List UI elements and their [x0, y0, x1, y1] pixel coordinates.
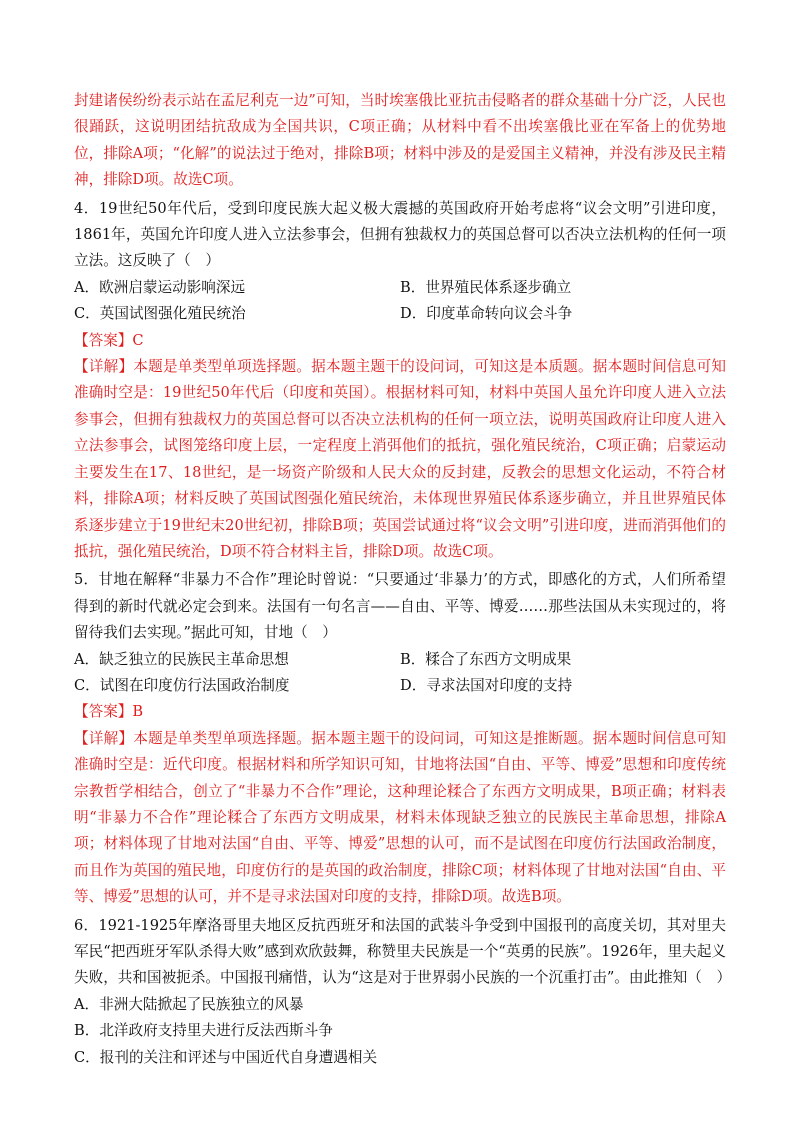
option-b: B．世界殖民体系逐步确立 — [400, 278, 572, 296]
option-b: B．糅合了东西方文明成果 — [400, 650, 572, 668]
question-6 — [74, 913, 732, 1071]
answer-label: 【答案】B — [74, 703, 144, 721]
answer-explanation: 【详解】本题是单类型单项选择题。据本题主题干的设问词，可知这是推断题。据本题时间信息可知准确时空是：近代印度。根据材料和所学知识可知，甘地将法国“自由、平等、博爱”思想和印度传统宗教哲学相结合，创立了“非暴力不合作”理论，这种理论糅合了东西方文明成果，B项正确；材料表明“非暴力不合作”理论糅合了东西方文明成果，材料未体现缺乏独立的民族民主革命思想，排除A项；材料体现了甘地对法国“自由、平等、博爱”思想的认可，而不是试图在印度仿行法国政治制度，而且作为英国的殖民地，印度仿行的是英国的政治制度，排除C项；材料体现了甘地对法国“自由、平等、博爱”思想的认可，并不是寻求法国对印度的支持，排除D项。故选B项。 — [74, 729, 726, 906]
option-c: C．试图在印度仿行法国政治制度 — [74, 676, 290, 694]
option-c: C．报刊的关注和评述与中国近代自身遭遇相关 — [74, 1048, 378, 1066]
intro-explanation: 封建诸侯纷纷表示站在孟尼利克一边”可知，当时埃塞俄比亚抗击侵略者的群众基础十分广泛，人民也很踊跃，这说明团结抗敌成为全国共识，C项正确；从材料中看不出埃塞俄比亚在军备上的优势地位，排除A项；“化解”的说法过于绝对，排除B项；材料中涉及的是爱国主义精神，并没有涉及民主精神，排除D项。故选C项。 — [74, 92, 726, 189]
question-5 — [74, 567, 726, 910]
answer-explanation: 【详解】本题是单类型单项选择题。据本题主题干的设问词，可知这是本质题。据本题时间信息可知准确时空是：19世纪50年代后（印度和英国）。根据材料可知，材料中英国人虽允许印度人进入立法参事会，但拥有独裁权力的英国总督可以否决立法机构的任何一项立法，说明英国政府让印度人进入立法参事会，试图笼络印度上层，一定程度上消弭他们的抵抗，强化殖民统治，C项正确；启蒙运动主要发生在17、18世纪，是一场资产阶级和人民大众的反封建，反教会的思想文化运动，不符合材料，排除A项；材料反映了英国试图强化殖民统治，未体现世界殖民体系逐步确立，并且世界殖民体系逐步建立于19世纪末20世纪初，排除B项；英国尝试通过将“议会文明”引进印度，进而消弭他们的抵抗，强化殖民统治，D项不符合材料主旨，排除D项。故选C项。 — [74, 358, 726, 560]
question-stem: 4．19世纪50年代后，受到印度民族大起义极大震撼的英国政府开始考虑将“议会文明”引进印度，1861年，英国允许印度人进入立法参事会，但拥有独裁权力的英国总督可以否决立法机构的任何一项立法。这反映了（ ） — [74, 199, 726, 270]
question-stem: 5．甘地在解释“非暴力不合作”理论时曾说：“只要通过‘非暴力’的方式，即感化的方式，人们所希望得到的新时代就必定会到来。法国有一句名言——自由、平等、博爱……那些法国从未实现过的，将留待我们去实现。”据此可知，甘地（ ） — [74, 571, 726, 642]
option-a: A．缺乏独立的民族民主革命思想 — [74, 650, 289, 668]
answer-label: 【答案】C — [74, 331, 144, 349]
document-page — [74, 88, 732, 1071]
option-c: C．英国试图强化殖民统治 — [74, 305, 246, 323]
option-b: B．北洋政府支持里夫进行反法西斯斗争 — [74, 1022, 333, 1040]
option-a: A．非洲大陆掀起了民族独立的风暴 — [74, 995, 304, 1013]
options-list — [74, 275, 726, 328]
options-list — [74, 647, 726, 700]
option-d: D．印度革命转向议会斗争 — [400, 305, 573, 323]
option-d: D．寻求法国对印度的支持 — [400, 676, 573, 694]
options-list — [74, 992, 726, 1071]
question-4 — [74, 196, 726, 566]
option-a: A．欧洲启蒙运动影响深远 — [74, 278, 246, 296]
question-stem: 6．1921-1925年摩洛哥里夫地区反抗西班牙和法国的武装斗争受到中国报刊的高度关切，其对里夫军民“把西班牙军队杀得大败”感到欢欣鼓舞，称赞里夫民族是一个“英勇的民族”。1926年，里夫起义失败，共和国被扼杀。中国报刊痛惜，认为“这是对于世界弱小民族的一个沉重打击”。由此推知（ ） — [74, 916, 732, 987]
